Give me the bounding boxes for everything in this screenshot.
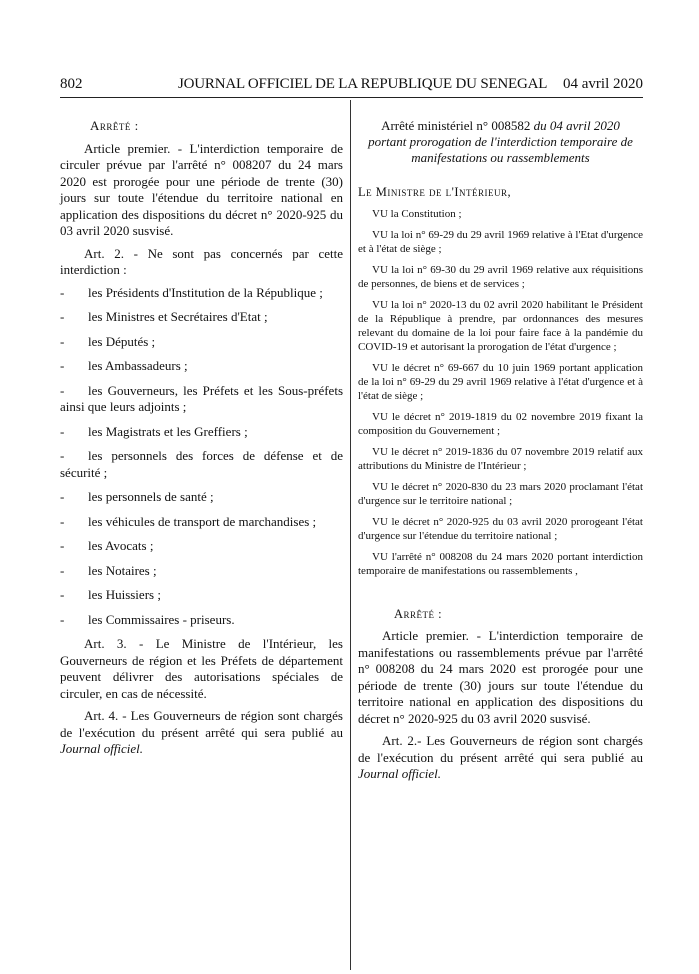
page-header <box>60 72 643 96</box>
list-item: - les Magistrats et les Greffiers ; <box>60 423 248 439</box>
arrete-heading: Arrêté : <box>394 606 443 621</box>
list-item: - les véhicules de transport de marchandises ; <box>60 513 317 529</box>
vu-clause: VU la loi n° 2020-13 du 02 avril 2020 habilitant le Président de la République à prendre, par ordonnances des mesures relevant du domaine de la loi pour faire face à la pandémie du COVID-19 et autorisant la prorogation de l'état d'urgence ; <box>358 298 643 353</box>
list-item: - les Notaires ; <box>60 562 157 578</box>
vu-clause: VU le décret n° 2019-1836 du 07 novembre 2019 relatif aux attributions du Ministre de l'Intérieur ; <box>358 445 643 472</box>
list-item: - les Ministres et Secrétaires d'Etat ; <box>60 309 268 324</box>
vu-clause: VU le décret n° 2020-830 du 23 mars 2020 proclamant l'état d'urgence sur le territoire national ; <box>358 480 643 507</box>
vu-clause: VU l'arrêté n° 008208 du 24 mars 2020 portant interdiction temporaire de manifestations ou rassemblements , <box>358 550 643 577</box>
decree-title: Arrêté ministériel n° 008582 du 04 avril 2020 portant prorogation de l'interdiction temporaire de manifestations ou rassemblements <box>368 118 633 165</box>
vu-clause: VU le décret n° 2020-925 du 03 avril 2020 prorogeant l'état d'urgence sur l'étendue du territoire national ; <box>358 515 643 542</box>
column-divider <box>350 100 351 970</box>
list-item: - les Avocats ; <box>60 538 154 553</box>
vu-clause: VU la loi n° 69-29 du 29 avril 1969 relative à l'Etat d'urgence et à l'état de siège ; <box>358 228 643 255</box>
article-2: Art. 2. - Ne sont pas concernés par cette interdiction : <box>60 245 343 277</box>
list-item: - les Commissaires - priseurs. <box>60 611 235 627</box>
list-item: - les Gouverneurs, les Préfets et les Sous-préfets ainsi que leurs adjoints ; <box>60 382 343 414</box>
page-number: 802 <box>60 76 83 92</box>
minister-heading: Le Ministre de l'Intérieur, <box>358 185 512 199</box>
left-column <box>60 118 343 764</box>
list-item: - les Présidents d'Institution de la République ; <box>60 284 323 300</box>
vu-clause: VU la loi n° 69-30 du 29 avril 1969 relative aux réquisitions de personnes, de biens et de services ; <box>358 263 643 290</box>
article-premier: Article premier. - L'interdiction temporaire de circuler prévue par l'arrêté n° 008207 du 24 mars 2020 est prorogée pour une période de trente (30) jours sur toute l'étendue du territoire national en application des dispositions du décret n° 2020-925 du 03 avril 2020 susvisé. <box>60 140 343 238</box>
header-rule <box>60 97 643 98</box>
journal-title: JOURNAL OFFICIEL DE LA REPUBLIQUE DU SENEGAL <box>178 76 548 92</box>
article-3: Art. 3. - Le Ministre de l'Intérieur, les Gouverneurs de région et les Préfets de département peuvent délivrer des autorisations spéciales de circuler, en cas de nécessité. <box>60 636 343 701</box>
vu-clause: VU le décret n° 69-667 du 10 juin 1969 portant application de la loi n° 69-29 du 29 avril 1969 relative à l'état d'urgence et à l'état de siège ; <box>358 361 643 402</box>
list-item: - les personnels des forces de défense et de sécurité ; <box>60 448 343 480</box>
article-premier: Article premier. - L'interdiction temporaire de manifestations ou rassemblements prévue par l'arrêté n° 008208 du 24 mars 2020 est prorogée pour une période de trente (30) jours sur toute l'étendue du territoire national en application des dispositions du décret n° 2020-925 du 03 avril 2020 susvisé. <box>358 628 643 726</box>
vu-clause: VU la Constitution ; <box>372 207 462 220</box>
list-item: - les Députés ; <box>60 333 156 349</box>
article-2: Art. 2.- Les Gouverneurs de région sont chargés de l'exécution du présent arrêté qui sera publié au Journal officiel. <box>358 733 643 781</box>
article-4: Art. 4. - Les Gouverneurs de région sont chargés de l'exécution du présent arrêté qui sera publié au Journal officiel. <box>60 708 343 756</box>
right-column <box>358 118 643 789</box>
list-item: - les personnels de santé ; <box>60 489 214 504</box>
list-item: - les Ambassadeurs ; <box>60 358 188 373</box>
vu-clause: VU le décret n° 2019-1819 du 02 novembre 2019 fixant la composition du Gouvernement ; <box>358 410 643 437</box>
list-item: - les Huissiers ; <box>60 587 161 602</box>
issue-date: 04 avril 2020 <box>563 76 643 92</box>
arrete-heading: Arrêté : <box>90 118 139 133</box>
